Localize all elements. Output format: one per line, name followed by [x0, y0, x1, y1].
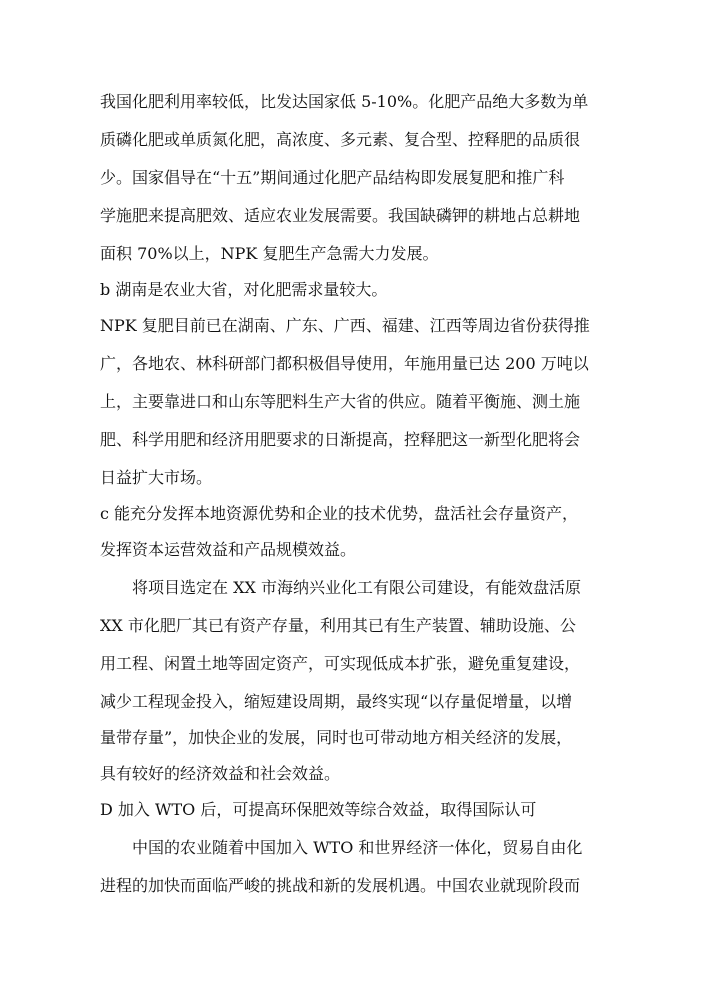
body-text-line: 将项目选定在 XX 市海纳兴业化工有限公司建设，有能效盘活原: [132, 578, 581, 597]
body-text-line: 学施肥来提高肥效、适应农业发展需要。我国缺磷钾的耕地占总耕地: [100, 206, 581, 225]
body-text-line: 面积 70%以上，NPK 复肥生产急需大力发展。: [100, 244, 439, 263]
body-text-line: 上，主要靠进口和山东等肥料生产大省的供应。随着平衡施、测土施: [100, 392, 581, 411]
body-text-line: 量带存量”，加快企业的发展，同时也可带动地方相关经济的发展，: [100, 728, 573, 747]
body-text-line: 发挥资本运营效益和产品规模效益。: [100, 540, 357, 559]
body-text-line: 中国的农业随着中国加入 WTO 和世界经济一体化，贸易自由化: [132, 838, 583, 857]
body-text-line: 广，各地农、林科研部门都积极倡导使用，年施用量已达 200 万吨以: [100, 354, 589, 373]
body-text-line: 日益扩大市场。: [100, 468, 213, 487]
section-heading-d: D 加入 WTO 后，可提高环保肥效等综合效益，取得国际认可: [100, 800, 537, 819]
body-text-line: 质磷化肥或单质氮化肥，高浓度、多元素、复合型、控释肥的品质很: [100, 130, 581, 149]
section-heading-b: b 湖南是农业大省，对化肥需求量较大。: [100, 280, 388, 299]
body-text-line: 用工程、闲置土地等固定资产，可实现低成本扩张，避免重复建设，: [100, 654, 581, 673]
body-text-line: 进程的加快而面临严峻的挑战和新的发展机遇。中国农业就现阶段而: [100, 876, 581, 895]
body-text-line: 我国化肥利用率较低，比发达国家低 5-10%。化肥产品绝大多数为单: [100, 92, 589, 111]
body-text-line: 减少工程现金投入，缩短建设周期，最终实现“以存量促增量，以增: [100, 692, 573, 711]
body-text-line: 肥、科学用肥和经济用肥要求的日渐提高，控释肥这一新型化肥将会: [100, 430, 581, 449]
section-heading-c: c 能充分发挥本地资源优势和企业的技术优势，盘活社会存量资产，: [100, 504, 579, 523]
body-text-line: 具有较好的经济效益和社会效益。: [100, 764, 341, 783]
body-text-line: XX 市化肥厂其已有资产存量，利用其已有生产装置、辅助设施、公: [100, 616, 576, 635]
body-text-line: 少。国家倡导在“十五”期间通过化肥产品结构即发展复肥和推广科: [100, 168, 565, 187]
body-text-line: NPK 复肥目前已在湖南、广东、广西、福建、江西等周边省份获得推: [100, 316, 590, 335]
